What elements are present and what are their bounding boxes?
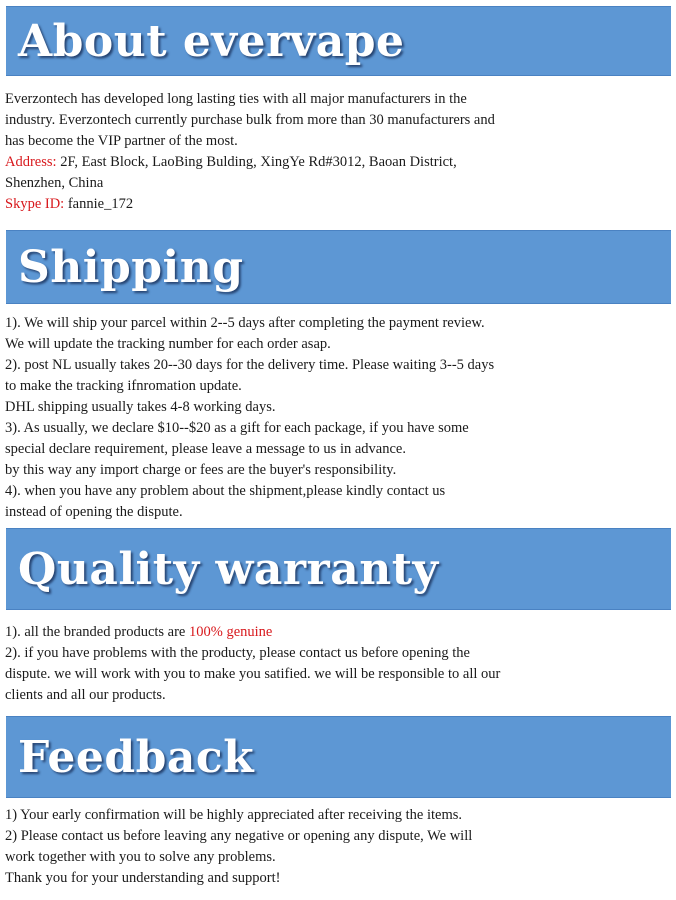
feedback-line: 1) Your early confirmation will be highly appreciated after receiving the items. xyxy=(5,807,463,823)
about-text xyxy=(5,89,665,215)
about-banner xyxy=(6,6,671,76)
about-line: industry. Everzontech currently purchase bulk from more than 30 manufacturers and xyxy=(5,112,495,128)
shipping-line: 1). We will ship your parcel within 2--5 days after completing the payment review. xyxy=(5,315,485,331)
feedback-text xyxy=(5,805,665,889)
about-line: has become the VIP partner of the most. xyxy=(5,133,238,149)
skype-value: fannie_172 xyxy=(64,196,134,212)
skype-label: Skype ID: xyxy=(5,196,65,212)
shipping-line: by this way any import charge or fees are the buyer's responsibility. xyxy=(5,462,397,478)
about-line: Everzontech has developed long lasting ties with all major manufacturers in the xyxy=(5,91,467,107)
feedback-line: work together with you to solve any problems. xyxy=(5,849,276,865)
feedback-line: 2) Please contact us before leaving any negative or opening any dispute, We will xyxy=(5,828,473,844)
feedback-title: Feedback xyxy=(18,731,255,783)
shipping-line: We will update the tracking number for each order asap. xyxy=(5,336,331,352)
shipping-line: 4). when you have any problem about the shipment,please kindly contact us xyxy=(5,483,446,499)
shipping-text xyxy=(5,313,665,523)
quality-line-prefix: 1). all the branded products are xyxy=(5,624,189,640)
shipping-line: DHL shipping usually takes 4-8 working days. xyxy=(5,399,276,415)
shipping-line: instead of opening the dispute. xyxy=(5,504,183,520)
quality-line: 2). if you have problems with the producty, please contact us before opening the xyxy=(5,645,470,661)
feedback-line: Thank you for your understanding and support! xyxy=(5,870,281,886)
shipping-line: special declare requirement, please leave a message to us in advance. xyxy=(5,441,406,457)
shipping-banner xyxy=(6,230,671,304)
shipping-line: to make the tracking ifnromation update. xyxy=(5,378,242,394)
feedback-banner xyxy=(6,716,671,798)
about-title: About evervape xyxy=(18,15,405,67)
address-line-2: Shenzhen, China xyxy=(5,175,104,191)
address-line xyxy=(5,152,665,173)
quality-line: clients and all our products. xyxy=(5,687,166,703)
shipping-title: Shipping xyxy=(18,241,244,293)
address-value: 2F, East Block, LaoBing Bulding, XingYe Rd#3012, Baoan District, xyxy=(56,154,457,170)
address-label: Address: xyxy=(5,154,57,170)
quality-title: Quality warranty xyxy=(18,543,439,595)
shipping-line: 3). As usually, we declare $10--$20 as a gift for each package, if you have some xyxy=(5,420,469,436)
quality-line xyxy=(5,622,665,643)
shipping-line: 2). post NL usually takes 20--30 days for the delivery time. Please waiting 3--5 days xyxy=(5,357,495,373)
quality-line: dispute. we will work with you to make you satified. we will be responsible to all our xyxy=(5,666,501,682)
skype-line xyxy=(5,194,665,215)
quality-text xyxy=(5,622,665,706)
genuine-highlight: 100% genuine xyxy=(189,624,273,640)
quality-banner xyxy=(6,528,671,610)
